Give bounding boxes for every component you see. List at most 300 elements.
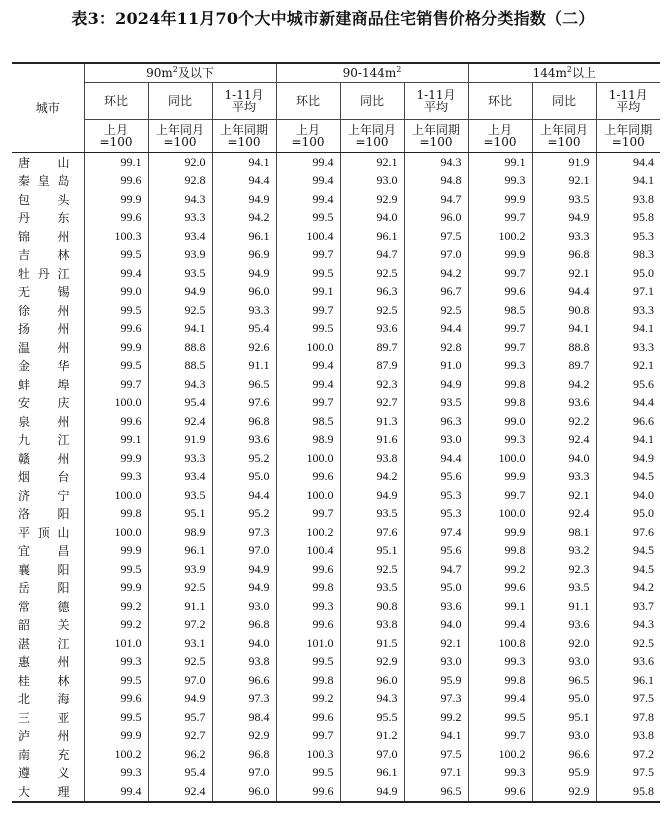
index-value: 93.0 xyxy=(532,727,596,746)
index-value: 99.6 xyxy=(468,782,532,802)
index-value: 93.3 xyxy=(532,227,596,246)
index-value: 99.5 xyxy=(84,357,148,376)
base-prev-year-month xyxy=(148,120,212,153)
index-value: 93.0 xyxy=(404,653,468,672)
index-value: 94.9 xyxy=(340,486,404,505)
index-value: 92.9 xyxy=(212,727,276,746)
index-value: 88.5 xyxy=(148,357,212,376)
base-prev-month-line1: 上月 xyxy=(295,123,320,137)
city-name: 锦州 xyxy=(18,229,70,244)
city-name: 桂林 xyxy=(18,673,70,688)
index-value: 94.0 xyxy=(596,486,660,505)
index-value: 93.5 xyxy=(340,505,404,524)
city-name: 丹东 xyxy=(18,211,70,226)
index-value: 94.2 xyxy=(532,375,596,394)
index-value: 93.3 xyxy=(532,468,596,487)
city-name: 韶关 xyxy=(18,618,70,633)
city-name: 济宁 xyxy=(18,488,70,503)
index-value: 92.2 xyxy=(532,412,596,431)
index-value: 99.7 xyxy=(468,320,532,339)
index-value: 94.4 xyxy=(596,394,660,413)
index-value: 96.8 xyxy=(532,246,596,265)
base-prev-month-line1: 上月 xyxy=(103,123,128,137)
index-value: 96.5 xyxy=(404,782,468,802)
sub-header-mom: 环比 xyxy=(276,83,340,120)
index-value: 93.6 xyxy=(212,431,276,450)
index-value: 94.1 xyxy=(148,320,212,339)
index-value: 92.0 xyxy=(148,153,212,172)
index-value: 91.9 xyxy=(532,153,596,172)
index-value: 93.5 xyxy=(340,579,404,598)
sub-header-mom: 环比 xyxy=(84,83,148,120)
index-value: 99.7 xyxy=(84,375,148,394)
index-value: 92.4 xyxy=(532,431,596,450)
index-value: 97.5 xyxy=(596,764,660,783)
index-value: 100.2 xyxy=(468,227,532,246)
index-value: 93.9 xyxy=(148,246,212,265)
index-value: 95.4 xyxy=(212,320,276,339)
city-name: 宜昌 xyxy=(18,544,70,559)
base-prev-year-month-line1: 上年同月 xyxy=(347,123,396,137)
index-value: 99.8 xyxy=(276,671,340,690)
base-prev-month-line1: 上月 xyxy=(488,123,513,137)
table-row xyxy=(12,320,660,339)
table-row xyxy=(12,505,660,524)
city-name: 北海 xyxy=(18,692,70,707)
index-value: 93.0 xyxy=(340,172,404,191)
index-value: 99.9 xyxy=(84,579,148,598)
index-value: 92.1 xyxy=(404,634,468,653)
index-value: 92.3 xyxy=(340,375,404,394)
table-row xyxy=(12,671,660,690)
index-value: 99.5 xyxy=(84,560,148,579)
index-value: 91.2 xyxy=(340,727,404,746)
index-value: 92.1 xyxy=(340,153,404,172)
index-value: 99.6 xyxy=(276,616,340,635)
base-prev-year-month xyxy=(340,120,404,153)
index-value: 87.9 xyxy=(340,357,404,376)
index-value: 97.5 xyxy=(596,690,660,709)
index-value: 92.9 xyxy=(340,653,404,672)
index-value: 96.5 xyxy=(212,375,276,394)
index-value: 94.1 xyxy=(596,320,660,339)
index-value: 92.5 xyxy=(340,301,404,320)
index-value: 98.1 xyxy=(532,523,596,542)
index-value: 99.6 xyxy=(84,690,148,709)
index-value: 94.2 xyxy=(596,579,660,598)
index-value: 96.0 xyxy=(212,782,276,802)
base-header-row xyxy=(12,120,660,153)
index-value: 99.6 xyxy=(468,283,532,302)
index-value: 93.6 xyxy=(404,597,468,616)
sub-header-yoy: 同比 xyxy=(340,83,404,120)
city-name: 泸州 xyxy=(18,729,70,744)
base-prev-month xyxy=(468,120,532,153)
index-value: 98.9 xyxy=(276,431,340,450)
index-value: 95.4 xyxy=(148,764,212,783)
index-value: 99.5 xyxy=(468,708,532,727)
index-value: 99.9 xyxy=(468,468,532,487)
sub-header-avg xyxy=(212,83,276,120)
index-value: 99.4 xyxy=(468,616,532,635)
index-value: 100.8 xyxy=(468,634,532,653)
index-value: 94.9 xyxy=(532,209,596,228)
index-value: 96.8 xyxy=(212,412,276,431)
sub-header-avg-line2: 平均 xyxy=(424,100,449,114)
index-value: 94.9 xyxy=(212,190,276,209)
index-value: 93.6 xyxy=(340,320,404,339)
index-value: 100.3 xyxy=(276,745,340,764)
city-name: 牡丹江 xyxy=(18,266,70,281)
table-row xyxy=(12,653,660,672)
index-value: 94.3 xyxy=(148,375,212,394)
index-value: 100.0 xyxy=(276,486,340,505)
index-value: 92.1 xyxy=(596,357,660,376)
index-value: 97.3 xyxy=(212,690,276,709)
index-value: 99.7 xyxy=(468,264,532,283)
table-title: 表3：2024年11月70个大中城市新建商品住宅销售价格分类指数（二） xyxy=(71,9,595,28)
index-value: 90.8 xyxy=(340,597,404,616)
index-value: 93.4 xyxy=(148,468,212,487)
base-prev-year-period-line1: 上年同期 xyxy=(219,123,268,137)
index-value: 94.2 xyxy=(404,264,468,283)
index-value: 100.2 xyxy=(468,745,532,764)
base-prev-month-line2: =100 xyxy=(291,135,325,149)
index-value: 91.6 xyxy=(340,431,404,450)
index-value: 99.4 xyxy=(276,375,340,394)
index-value: 91.0 xyxy=(404,357,468,376)
index-value: 99.7 xyxy=(468,209,532,228)
index-value: 97.8 xyxy=(596,708,660,727)
sub-header-yoy: 同比 xyxy=(148,83,212,120)
index-value: 99.2 xyxy=(468,560,532,579)
index-value: 100.0 xyxy=(276,338,340,357)
table-row xyxy=(12,301,660,320)
index-value: 98.3 xyxy=(596,246,660,265)
table-row xyxy=(12,745,660,764)
index-value: 92.7 xyxy=(340,394,404,413)
base-prev-year-month-line1: 上年同月 xyxy=(540,123,589,137)
index-value: 94.5 xyxy=(596,542,660,561)
index-value: 96.5 xyxy=(532,671,596,690)
city-name: 徐州 xyxy=(18,303,70,318)
index-value: 99.0 xyxy=(468,412,532,431)
index-value: 96.9 xyxy=(212,246,276,265)
index-value: 99.8 xyxy=(468,394,532,413)
index-value: 92.5 xyxy=(148,653,212,672)
base-prev-year-month-line2: =100 xyxy=(547,135,581,149)
index-value: 95.0 xyxy=(404,579,468,598)
sub-header-avg-line2: 平均 xyxy=(616,100,641,114)
base-prev-year-period xyxy=(212,120,276,153)
index-value: 94.5 xyxy=(596,468,660,487)
city-name: 扬州 xyxy=(18,322,70,337)
index-value: 96.0 xyxy=(404,209,468,228)
table-row xyxy=(12,560,660,579)
index-value: 92.5 xyxy=(148,301,212,320)
table-row xyxy=(12,227,660,246)
index-value: 99.6 xyxy=(276,708,340,727)
table-row xyxy=(12,708,660,727)
index-value: 100.4 xyxy=(276,227,340,246)
index-value: 99.5 xyxy=(84,246,148,265)
city-name: 襄阳 xyxy=(18,562,70,577)
table-row xyxy=(12,283,660,302)
index-value: 99.6 xyxy=(276,560,340,579)
index-value: 99.8 xyxy=(468,671,532,690)
index-value: 96.3 xyxy=(340,283,404,302)
index-value: 99.6 xyxy=(84,172,148,191)
table-row xyxy=(12,690,660,709)
index-value: 93.4 xyxy=(148,227,212,246)
table-row xyxy=(12,782,660,802)
index-value: 99.7 xyxy=(468,486,532,505)
base-prev-year-period xyxy=(596,120,660,153)
index-value: 92.6 xyxy=(212,338,276,357)
index-value: 99.1 xyxy=(468,153,532,172)
sub-header-avg-line1: 1-11月 xyxy=(224,88,264,102)
index-value: 94.9 xyxy=(404,375,468,394)
index-value: 93.8 xyxy=(596,190,660,209)
index-value: 94.7 xyxy=(404,190,468,209)
index-value: 95.3 xyxy=(404,486,468,505)
index-value: 92.7 xyxy=(148,727,212,746)
index-value: 93.8 xyxy=(340,616,404,635)
index-value: 99.9 xyxy=(84,190,148,209)
index-value: 99.3 xyxy=(84,468,148,487)
city-name: 九江 xyxy=(18,433,70,448)
index-value: 99.3 xyxy=(468,764,532,783)
index-value: 95.8 xyxy=(596,782,660,802)
table-row xyxy=(12,542,660,561)
city-name: 包头 xyxy=(18,192,70,207)
index-value: 93.0 xyxy=(212,597,276,616)
index-value: 95.2 xyxy=(212,505,276,524)
index-value: 93.0 xyxy=(532,653,596,672)
index-value: 93.1 xyxy=(148,634,212,653)
index-value: 93.3 xyxy=(212,301,276,320)
index-value: 95.6 xyxy=(404,468,468,487)
index-value: 93.8 xyxy=(212,653,276,672)
index-value: 97.1 xyxy=(404,764,468,783)
city-name: 南充 xyxy=(18,747,70,762)
table-row xyxy=(12,523,660,542)
index-value: 99.9 xyxy=(468,190,532,209)
table-row xyxy=(12,764,660,783)
index-value: 99.2 xyxy=(84,616,148,635)
index-value: 99.8 xyxy=(468,542,532,561)
base-prev-month xyxy=(276,120,340,153)
sub-header-avg-line1: 1-11月 xyxy=(416,88,456,102)
index-value: 101.0 xyxy=(276,634,340,653)
table-row xyxy=(12,190,660,209)
index-value: 96.6 xyxy=(532,745,596,764)
index-value: 99.1 xyxy=(276,283,340,302)
index-value: 94.1 xyxy=(596,172,660,191)
city-name: 吉林 xyxy=(18,248,70,263)
index-value: 88.8 xyxy=(532,338,596,357)
index-value: 99.5 xyxy=(84,708,148,727)
index-value: 99.7 xyxy=(276,727,340,746)
index-value: 99.3 xyxy=(468,653,532,672)
sub-header-avg-line2: 平均 xyxy=(231,100,256,114)
city-name: 安庆 xyxy=(18,396,70,411)
index-value: 92.1 xyxy=(532,172,596,191)
index-value: 99.4 xyxy=(468,690,532,709)
base-prev-month-line2: =100 xyxy=(99,135,133,149)
index-value: 97.6 xyxy=(212,394,276,413)
index-value: 100.0 xyxy=(84,486,148,505)
index-value: 94.7 xyxy=(340,246,404,265)
city-name: 遵义 xyxy=(18,766,70,781)
index-value: 100.0 xyxy=(276,449,340,468)
index-value: 99.8 xyxy=(468,375,532,394)
index-value: 95.0 xyxy=(596,505,660,524)
table-row xyxy=(12,468,660,487)
index-value: 100.0 xyxy=(468,449,532,468)
table-row xyxy=(12,486,660,505)
city-name: 泉州 xyxy=(18,414,70,429)
index-value: 99.6 xyxy=(84,412,148,431)
index-value: 91.1 xyxy=(532,597,596,616)
index-value: 93.3 xyxy=(148,449,212,468)
index-value: 93.8 xyxy=(340,449,404,468)
index-value: 99.5 xyxy=(276,320,340,339)
index-value: 94.1 xyxy=(532,320,596,339)
index-value: 98.9 xyxy=(148,523,212,542)
city-name: 蚌埠 xyxy=(18,377,70,392)
index-value: 94.0 xyxy=(532,449,596,468)
city-name: 温州 xyxy=(18,340,70,355)
index-value: 89.7 xyxy=(532,357,596,376)
index-value: 96.0 xyxy=(340,671,404,690)
base-prev-month xyxy=(84,120,148,153)
city-name: 三亚 xyxy=(18,710,70,725)
index-value: 99.4 xyxy=(276,190,340,209)
index-value: 97.5 xyxy=(404,745,468,764)
group-header-large: $144m^2$以上 xyxy=(468,63,660,83)
index-value: 97.5 xyxy=(404,227,468,246)
index-value: 95.7 xyxy=(148,708,212,727)
index-value: 99.1 xyxy=(84,431,148,450)
index-value: 93.3 xyxy=(596,338,660,357)
city-name: 金华 xyxy=(18,359,70,374)
sub-header-row xyxy=(12,83,660,120)
index-value: 94.4 xyxy=(596,153,660,172)
index-value: 92.9 xyxy=(340,190,404,209)
table-row xyxy=(12,597,660,616)
index-value: 95.4 xyxy=(148,394,212,413)
city-name: 赣州 xyxy=(18,451,70,466)
index-value: 88.8 xyxy=(148,338,212,357)
index-value: 89.7 xyxy=(340,338,404,357)
table-row xyxy=(12,375,660,394)
index-value: 96.2 xyxy=(148,745,212,764)
group-header-small: $90m^2$及以下 xyxy=(84,63,276,83)
index-value: 98.5 xyxy=(276,412,340,431)
index-value: 93.5 xyxy=(148,486,212,505)
index-value: 94.8 xyxy=(404,172,468,191)
index-value: 99.1 xyxy=(468,597,532,616)
index-value: 93.0 xyxy=(404,431,468,450)
index-value: 99.9 xyxy=(468,523,532,542)
index-value: 91.1 xyxy=(148,597,212,616)
index-value: 95.2 xyxy=(212,449,276,468)
index-value: 94.9 xyxy=(340,782,404,802)
group-header-medium: $90-144m^2$ xyxy=(276,63,468,83)
table-row xyxy=(12,616,660,635)
index-value: 99.6 xyxy=(84,320,148,339)
index-value: 99.3 xyxy=(468,357,532,376)
index-value: 99.5 xyxy=(276,209,340,228)
index-value: 93.5 xyxy=(148,264,212,283)
city-name: 平顶山 xyxy=(18,525,70,540)
base-prev-year-month-line1: 上年同月 xyxy=(155,123,204,137)
index-value: 92.3 xyxy=(532,560,596,579)
index-value: 99.5 xyxy=(84,671,148,690)
index-value: 97.0 xyxy=(340,745,404,764)
index-value: 99.3 xyxy=(468,172,532,191)
index-value: 94.1 xyxy=(212,153,276,172)
index-value: 95.1 xyxy=(148,505,212,524)
index-value: 93.7 xyxy=(596,597,660,616)
index-value: 99.7 xyxy=(468,338,532,357)
index-value: 94.9 xyxy=(148,283,212,302)
index-value: 99.6 xyxy=(84,209,148,228)
index-value: 94.7 xyxy=(404,560,468,579)
index-value: 94.4 xyxy=(404,449,468,468)
index-value: 92.4 xyxy=(532,505,596,524)
city-name: 烟台 xyxy=(18,470,70,485)
index-value: 94.0 xyxy=(340,209,404,228)
index-value: 99.7 xyxy=(468,727,532,746)
index-value: 95.5 xyxy=(340,708,404,727)
city-name: 大理 xyxy=(12,782,84,802)
table-row xyxy=(12,264,660,283)
index-value: 93.3 xyxy=(596,301,660,320)
index-value: 99.2 xyxy=(276,690,340,709)
index-value: 100.0 xyxy=(84,523,148,542)
index-value: 99.8 xyxy=(84,505,148,524)
index-value: 100.3 xyxy=(84,227,148,246)
index-value: 97.0 xyxy=(212,764,276,783)
index-value: 92.1 xyxy=(532,486,596,505)
table-row xyxy=(12,412,660,431)
index-value: 94.2 xyxy=(212,209,276,228)
index-value: 93.9 xyxy=(148,560,212,579)
base-prev-year-period-line1: 上年同期 xyxy=(412,123,461,137)
index-value: 95.0 xyxy=(212,468,276,487)
index-value: 99.4 xyxy=(276,153,340,172)
index-value: 97.4 xyxy=(404,523,468,542)
index-value: 99.0 xyxy=(84,283,148,302)
index-value: 94.2 xyxy=(340,468,404,487)
table-row xyxy=(12,172,660,191)
index-value: 93.6 xyxy=(532,616,596,635)
index-value: 96.6 xyxy=(212,671,276,690)
index-value: 97.1 xyxy=(596,283,660,302)
index-value: 94.1 xyxy=(404,727,468,746)
table-header xyxy=(12,63,660,153)
index-value: 92.5 xyxy=(404,301,468,320)
index-value: 97.0 xyxy=(212,542,276,561)
index-value: 96.1 xyxy=(148,542,212,561)
index-value: 93.5 xyxy=(404,394,468,413)
index-value: 95.8 xyxy=(596,209,660,228)
index-value: 92.5 xyxy=(340,264,404,283)
base-prev-year-month xyxy=(532,120,596,153)
sub-header-avg xyxy=(596,83,660,120)
